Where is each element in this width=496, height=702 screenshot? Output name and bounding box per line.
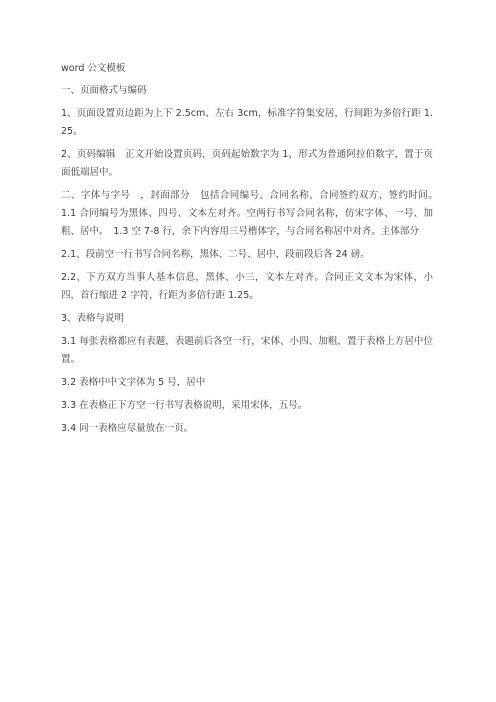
paragraph-page-numbering: 2、页码编辑 正文开始设置页码，页码起始数字为 1，形式为普通阿拉伯数字，置于页面低端居中。	[61, 149, 433, 178]
paragraph-contract-title: 2.1、段前空一行书写合同名称，黑体、二号、居中，段前段后各 24 磅。	[61, 249, 370, 260]
paragraph-table-font: 3.2 表格中中文字体为 5 号，居中	[61, 377, 206, 388]
paragraph-table-note: 3.3 在表格正下方空一行书写表格说明，采用宋体，五号。	[61, 400, 308, 411]
paragraph-margins: 1、页面设置页边距为上下 2.5cm、左右 3cm，标准字符集安居，行间距为多倍行距 1.25。	[61, 108, 433, 137]
section-heading-tables: 3、表格与说明	[61, 313, 125, 324]
section-heading-page-format: 一、页面格式与编码	[61, 85, 147, 96]
document-body	[61, 60, 443, 443]
document-title: word 公文模板	[61, 63, 126, 74]
paragraph-table-title: 3.1 每张表格都应有表题，表题前后各空一行，宋体、小四、加粗，置于表格上方居中位置。	[61, 336, 433, 365]
paragraph-party-info: 2.2、下方双方当事人基本信息，黑体、小三，文本左对齐。合同正文文本为宋体，小四，首行缩进 2 字符，行距为多倍行距 1.25。	[61, 272, 433, 301]
paragraph-fonts-cover: 二、字体与字号 ，封面部分 包括合同编号、合同名称、合同签约双方、签约时间。 1.1 合同编号为黑体、四号、文本左对齐。空两行书写合同名称，仿宋字体、一号、加粗、居中。 1.3 空 7-8 行，余下内容用三号楷体字，与合同名称居中对齐。主体部分	[61, 190, 443, 237]
paragraph-table-page: 3.4 同一表格应尽量放在一页。	[61, 423, 194, 434]
